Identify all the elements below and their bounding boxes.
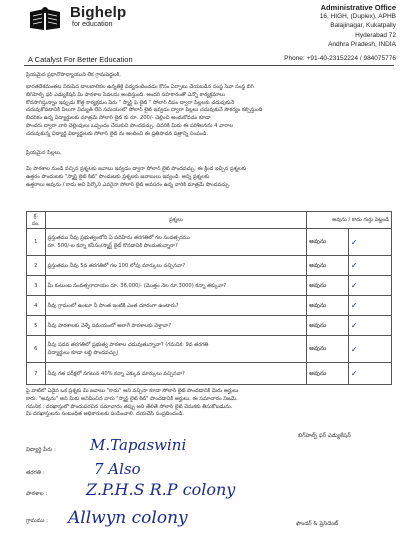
table-header-row [27,212,392,229]
office-line: Andhra Pradesh, INDIA [328,40,396,48]
handwritten-tick: ✓ [350,369,358,378]
paragraph-line: మీ దరఖాస్తులను సంబంధిత అధికారులకు పంపించాలి. దయచేసి సంప్రదించండి. [26,411,184,418]
paragraph-line: గమనిక : దరఖాస్తులో పొందుపరచిన సమాచారం తప్పు అని తేలితే సోలార్ లైట్ వెనుకకు తీసుకోబడును. [26,403,233,410]
paragraph-line: భారతదేశమంతట నిరుపేద బాలబాలికల ఉన్నతికై విద్యనందించడం కోసం ఏర్పాటు చేయబడిన సంస్థ సేవా సంస్థ బిగ్ [26,84,254,90]
mark-header: గుర్తు పెట్టండి [363,217,389,223]
answer-cell: అవును [307,296,349,316]
answer-cell: అవును [307,336,349,363]
office-line: Balajinagar, Kukatpally [330,22,396,30]
student-name-label: విద్యార్థి పేరు : [26,447,56,453]
village-value: Allwyn colony [68,508,188,528]
paragraph-line: కొనసాగిస్తున్నాం ఇప్పుడు కొత్త కార్యక్రమం పేరు " స్మార్ట్ ఫ్ లైట్ " సోలార్ దీపం ద్వారా పిల్లలకు చదువుకునే [26,99,235,106]
handwritten-tick: ✓ [350,321,358,330]
office-line: Hyderabad 72 [355,31,396,39]
paragraph-line: పై వాటిలో ఏదైన ఒక ప్రశ్నకు మీ జవాబు "కాదు" అని వచ్చినా కూడా సోలార్ లైట్ పొందడానికి మీరు అర్హులు [26,388,239,394]
tagline: A Catalyst For Better Education [28,55,133,64]
question-cell [45,336,306,363]
salutation: ప్రియమైన ప్రధానోపాధ్యాయుని లేక గ్రామపెద్దలకి, [26,72,121,78]
question-line: ప్రస్తుతము నీవు 5వ తరగతిలో గల 100 లోపు మార్కులు వచ్చినవా? [47,262,186,269]
brand-sub: for education [72,21,113,28]
table-row [27,276,392,296]
eligibility-table [26,211,392,385]
question-line: ప్రస్తుతము నీవు ప్రభుత్వంలోని ఏ పదిహేను తరగతిలో గల సంవత్సరము [47,235,190,241]
question-cell [45,363,306,385]
office-address [246,3,396,63]
village-label: గ్రామము : [26,518,49,524]
office-line: 16, HIGH, (Duplex), APHB [319,13,396,21]
student-name-value: M.Tapaswini [90,436,187,454]
class-value: 7 Also [94,460,141,478]
signoff: బిగ్‌హెల్ప్ ఫర్ ఎడ్యుకేషన్ [298,433,351,439]
answer-cell: అవును [307,276,349,296]
paragraph-line: పొందరు ద్వారా వారి చెల్లింపులు ఒప్పందం చేసుకుని పొందవచ్చు. చివరికి మీరు ఈ పరిశీలనను 4 వారాల [26,122,234,129]
founder-label: ఫౌండర్ & ప్రెసిడెంట్ [296,521,339,527]
question-line: నీవు పాఠశాలకు వెళ్ళే సమయంలో అలాగే పాఠశాలకు వెళ్తావా? [47,322,172,329]
answer-cell: అవును [307,316,349,336]
closing-paragraph [26,388,390,419]
class-label: తరగతి : [26,470,45,476]
mark-cell [348,316,391,336]
question-cell [45,229,306,256]
question-line: రూ. 500/-ల కన్నా కనీసం/స్మార్ట్ లైట్ కొనడానికి పొందుతున్నారా? [47,243,178,249]
mark-cell [348,256,391,276]
handwritten-tick: ✓ [350,261,358,270]
row-number: 4 [27,296,46,316]
mark-cell [348,276,391,296]
paragraph-line: ఉత్తరాలు అవును / కాదు అని పేర్కొని ఎవరైనా సోలార్ లైట్ అవసరం ఉన్న వారికి మాత్రమే పొందవచ్చు. [26,181,231,188]
brand-name: Bighelp [70,4,127,21]
handwritten-tick: ✓ [350,301,358,310]
table-row [27,229,392,256]
paragraph-line: మీ పాఠశాల నుండి వచ్చిన ప్రశ్నలకు జవాబు ఇవ్వడం ద్వారా సోలార్ లైట్ పొందవచ్చు, ఈ క్రింద ఇచ్చిన ప్రశ్నలకు [26,166,247,172]
answer-cell: అవును [307,256,349,276]
answer-header: అవును / కాదు [332,217,362,223]
school-value: Z.P.H.S R.P colony [86,480,236,499]
office-title: Administrative Office [320,3,396,12]
handwritten-tick: ✓ [350,344,358,354]
paragraph-line: చదువుకోవటానికి వీలుగా విద్యుత్ లేని సమయంలో సోలార్ లైట్ ఇవ్వడం ద్వారా పిల్లలు చదువుకునే సౌకర్యం కల్పిస్తుంది [26,107,263,114]
row-number: 1 [27,229,46,256]
mark-cell [348,363,391,385]
row-number: 3 [27,276,46,296]
question-line: నీవు గ్రామంలో ఉంటూ నీ సొంత ఇంటికి ఎంత దూరంగా ఉంటారు? [47,302,179,309]
paragraph-line: కారు. "అవును" అని మీకు అనిపించిన వారు "స్మార్ట్ లైట్ కిట్" పొందడానికి అర్హులు. ఈ సమాచారం నిజమే. [26,395,238,402]
row-number: 7 [27,363,46,385]
office-phone: Phone: +91-40-23152224 / 984075776 [284,55,396,63]
table-row [27,296,392,316]
school-label: పాఠశాల : [26,491,48,497]
bighelp-logo-icon [28,6,62,32]
instructions-paragraph [26,166,390,189]
intro-paragraph [26,84,390,139]
header-divider [24,65,394,66]
handwritten-tick: ✓ [350,281,358,290]
question-line: నీవు గత పరీక్షలో సగటున 40% కన్నా ఎక్కువ మార్కులు వచ్చినవా? [47,370,185,377]
handwritten-tick: ✓ [350,237,358,247]
table-row [27,363,392,385]
table-row [27,256,392,276]
paragraph-line: ఉత్తరం పొందుటకు "స్మార్ట్ లైట్ కిట్" పొందుటకు ప్రశ్నలకు జవాబులు ఇవ్వండి. అన్ని ప్రశ్నలకు [26,173,210,180]
mark-cell [348,229,391,256]
column-header [307,212,392,229]
students-salutation: ప్రియమైన పిల్లలు, [26,150,62,156]
column-header: క్ర. సం. [27,212,46,229]
question-cell [45,256,306,276]
question-cell [45,296,306,316]
question-line: విద్యార్థులు కూడా లబ్ధి పొందవచ్చు) [47,350,119,356]
paragraph-line: చదువుకున్న విద్యార్థి విద్యార్థులకు సోలార్ లైట్ ను అందించి ఈ ప్రతిపాదన పత్రాన్ని నింపండి. [26,130,208,137]
question-line: నీవు పదవ తరగతిలో ప్రభుత్వ పాఠశాల చదువుతున్నావా? (గమనిక: 9వ తరగతి [47,342,209,348]
answer-cell: అవును [307,229,349,256]
table-row [27,336,392,363]
mark-cell [348,296,391,316]
question-cell [45,316,306,336]
question-cell [45,276,306,296]
column-header: ప్రశ్నలు [45,212,306,229]
answer-cell: అవును [307,363,349,385]
mark-cell [348,336,391,363]
table-row [27,316,392,336]
row-number: 5 [27,316,46,336]
question-line: మీ కుటుంబ సంవత్సరాదాయం రూ. 36,000/- (మొత్తం నెల రూ.3000) కన్నా తక్కువా? [47,282,227,289]
paragraph-line: బీదరికం ఉన్న విద్యార్థులకు మాత్రమే సోలార్ లైట్ కు రూ. 200/- చెల్లించి అందుకోవడం కూడా [26,115,211,122]
row-number: 2 [27,256,46,276]
row-number: 6 [27,336,46,363]
paragraph-line: బిగ్‌హెల్ప్ ఫర్ ఎడ్యుకేషన్ మీ పాఠశాల సేవలను అందిస్తుంది. అందరి సహకారంతో ఎన్నో కార్యక్రమాలు [26,91,225,98]
